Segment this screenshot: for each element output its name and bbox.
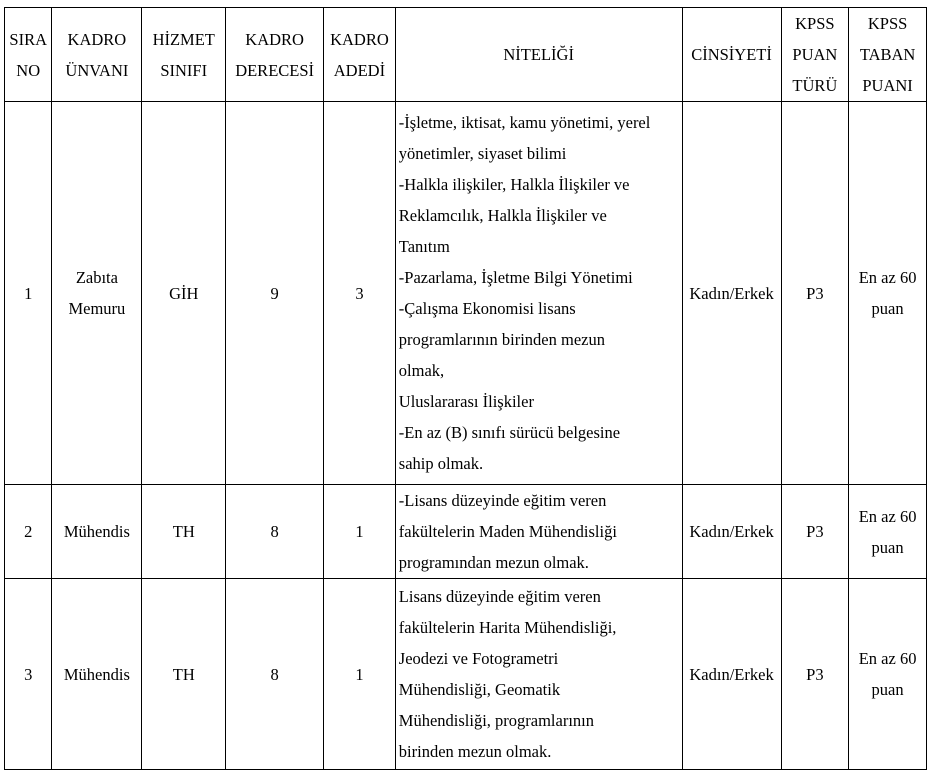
header-sira-no: SIRA NO [5,8,52,102]
nitelik-line: -Halkla ilişkiler, Halkla İlişkiler ve [398,175,630,194]
nitelik-line: programlarının birinden mezun [398,330,605,349]
nitelik-line: -İşletme, iktisat, kamu yönetimi, yerel [398,113,651,132]
header-kadro-adedi: KADRO ADEDİ [324,8,396,102]
nitelik-line: birinden mezun olmak. [398,742,552,761]
nitelik-line: Mühendisliği, programlarının [398,711,595,730]
cell-kpss-puan-turu: P3 [781,102,849,485]
nitelik-line: fakültelerin Harita Mühendisliği, [398,618,617,637]
cell-kadro-unvani: Zabıta Memuru [52,102,142,485]
cell-niteligi [395,579,682,770]
cell-kadro-derecesi: 8 [226,579,324,770]
nitelik-line: Uluslararası İlişkiler [398,392,534,411]
cell-kadro-derecesi: 9 [226,102,324,485]
cell-sira-no: 2 [5,485,52,579]
cell-kpss-puan-turu: P3 [781,579,849,770]
header-row [5,8,927,102]
cell-kadro-adedi: 1 [324,579,396,770]
nitelik-line: fakültelerin Maden Mühendisliği [398,522,617,541]
nitelik-line: sahip olmak. [398,454,484,473]
cell-sira-no: 1 [5,102,52,485]
cell-kpss-taban-puani: En az 60 puan [849,102,927,485]
header-hizmet-sinifi: HİZMET SINIFI [142,8,226,102]
cell-kadro-derecesi: 8 [226,485,324,579]
table-row [5,485,927,579]
nitelik-line: olmak, [398,361,445,380]
header-kadro-derecesi: KADRO DERECESİ [226,8,324,102]
cell-kadro-unvani: Mühendis [52,485,142,579]
kadro-table [4,7,927,770]
nitelik-line: -Lisans düzeyinde eğitim veren [398,491,607,510]
nitelik-line: -Çalışma Ekonomisi lisans [398,299,576,318]
cell-kadro-unvani: Mühendis [52,579,142,770]
nitelik-line: Mühendisliği, Geomatik [398,680,561,699]
header-cinsiyeti: CİNSİYETİ [682,8,781,102]
header-kadro-unvani: KADRO ÜNVANI [52,8,142,102]
nitelik-line: Jeodezi ve Fotogrametri [398,649,559,668]
cell-kadro-adedi: 1 [324,485,396,579]
cell-kpss-taban-puani: En az 60 puan [849,485,927,579]
cell-kadro-adedi: 3 [324,102,396,485]
header-niteligi: NİTELİĞİ [395,8,682,102]
cell-niteligi [395,485,682,579]
nitelik-line: Reklamcılık, Halkla İlişkiler ve [398,206,607,225]
cell-kpss-taban-puani: En az 60 puan [849,579,927,770]
cell-hizmet-sinifi: TH [142,485,226,579]
nitelik-line: Lisans düzeyinde eğitim veren [398,587,601,606]
nitelik-line: yönetimler, siyaset bilimi [398,144,567,163]
cell-niteligi [395,102,682,485]
header-kpss-taban-puani: KPSS TABAN PUANI [849,8,927,102]
cell-cinsiyeti: Kadın/Erkek [682,579,781,770]
cell-kpss-puan-turu: P3 [781,485,849,579]
table-row [5,579,927,770]
cell-sira-no: 3 [5,579,52,770]
table-row [5,102,927,485]
nitelik-line: -Pazarlama, İşletme Bilgi Yönetimi [398,268,633,287]
cell-cinsiyeti: Kadın/Erkek [682,102,781,485]
cell-hizmet-sinifi: TH [142,579,226,770]
cell-hizmet-sinifi: GİH [142,102,226,485]
header-kpss-puan-turu: KPSS PUAN TÜRÜ [781,8,849,102]
nitelik-line: Tanıtım [398,237,450,256]
nitelik-line: programından mezun olmak. [398,553,589,572]
cell-cinsiyeti: Kadın/Erkek [682,485,781,579]
nitelik-line: -En az (B) sınıfı sürücü belgesine [398,423,621,442]
